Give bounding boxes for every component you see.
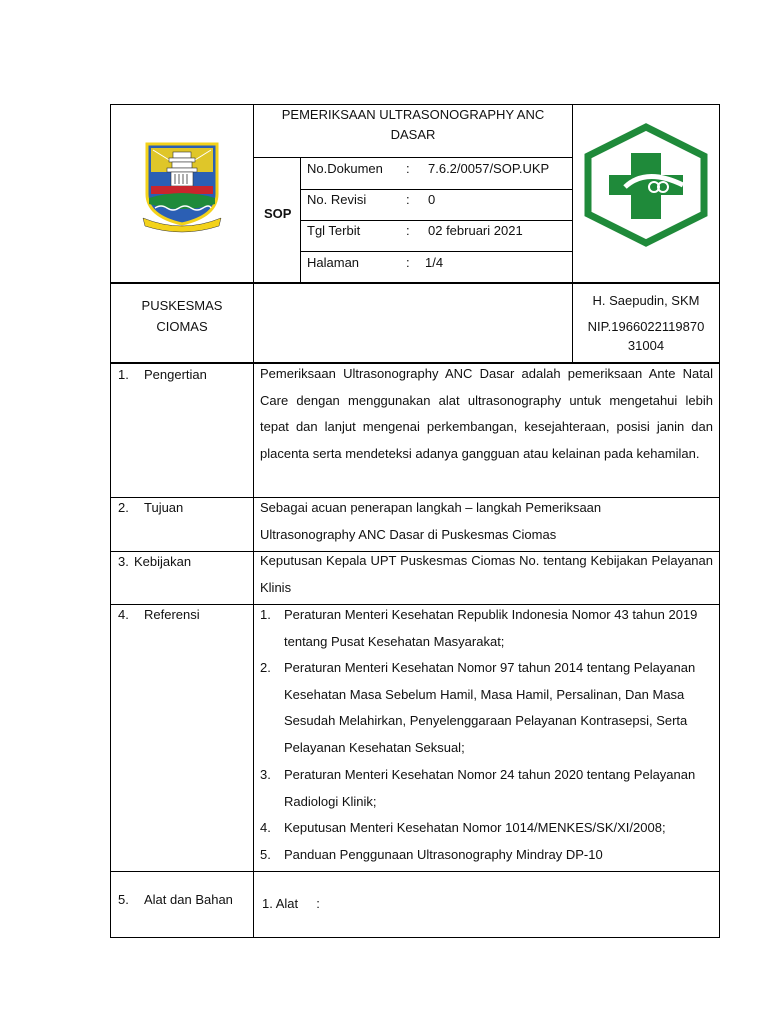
document-title-line-2: DASAR [390,127,436,142]
reference-number: 2. [260,660,271,675]
meta-separator: : [406,223,410,238]
meta-value-document-number: 7.6.2/0057/SOP.UKP [428,161,550,176]
reference-list-item [260,762,715,815]
row-4-bottom [110,871,720,872]
meta-value-revision: 0 [428,192,436,207]
green-cross-hexagon-icon [583,123,709,247]
table-divider-left-col [253,104,254,938]
title-row-bottom [253,157,573,158]
section-4-title: Referensi [144,607,200,622]
document-title-line-1: PEMERIKSAAN ULTRASONOGRAPHY ANC [281,107,545,122]
reference-list-item [260,842,715,869]
section-2-title: Tujuan [144,500,184,515]
section-2-text-line-1: Sebagai acuan penerapan langkah – langkah Pemeriksaan [260,500,602,515]
meta-label-revision: No. Revisi [307,192,367,207]
section-3-number: 3. [118,554,129,569]
section-1-number: 1. [118,367,129,382]
regency-seal-logo [141,138,223,234]
reference-number: 3. [260,767,271,782]
puskesmas-name-line-2: CIOMAS [156,319,208,334]
sop-label: SOP [264,206,292,221]
table-border-left [110,104,111,938]
table-border-right [719,104,720,938]
reference-number: 4. [260,820,271,835]
section-1-title: Pengertian [144,367,207,382]
section-5-number: 5. [118,892,129,907]
signer-nip-line-2: 31004 [627,338,665,353]
meta-row-3-bottom [300,251,573,252]
meta-value-issue-date: 02 februari 2021 [428,223,523,238]
puskesmas-name-line-1: PUSKESMAS [141,298,223,313]
signer-name: H. Saepudin, SKM [592,293,700,308]
meta-label-issue-date: Tgl Terbit [307,223,361,238]
row-1-bottom [110,497,720,498]
meta-separator: : [406,255,410,270]
section-3-title: Kebijakan [134,554,192,569]
table-border-top [110,104,720,105]
reference-list-item [260,655,715,761]
reference-text: Peraturan Menteri Kesehatan Nomor 97 tahun 2014 tentang Pelayanan Kesehatan Masa Sebelum Hamil, Masa Hamil, Persalinan, Dan Masa Sesudah Melahirkan, Penyelenggaraan Pelayanan Kontrasepsi, Serta Pelayanan Kesehatan Seksual; [284,660,696,755]
section-2-text-line-2: Ultrasonography ANC Dasar di Puskesmas Ciomas [260,527,557,542]
section-4-number: 4. [118,607,129,622]
meta-label-page: Halaman [307,255,360,270]
section-2-number: 2. [118,500,129,515]
meta-separator: : [406,161,410,176]
reference-text: Peraturan Menteri Kesehatan Republik Indonesia Nomor 43 tahun 2019 tentang Pusat Kesehatan Masyarakat; [284,607,698,649]
reference-number: 5. [260,847,271,862]
reference-list-item [260,815,715,842]
section-5-text: 1. Alat : [262,896,320,911]
section-1-text: Pemeriksaan Ultrasonography ANC Dasar adalah pemeriksaan Ante Natal Care dengan menggunakan alat ultrasonography untuk mengetahui lebih tepat dan lanjut mengenai perkembangan, kesejahteraan, posisi janin dan placenta serta mendeteksi adanya gangguan atau kelainan pada kehamilan. [260,366,713,461]
reference-number: 1. [260,607,271,622]
reference-text: Panduan Penggunaan Ultrasonography Mindray DP-10 [284,847,603,862]
meta-label-document-number: No.Dokumen [307,161,383,176]
reference-text: Keputusan Menteri Kesehatan Nomor 1014/MENKES/SK/XI/2008; [284,820,666,835]
reference-text: Peraturan Menteri Kesehatan Nomor 24 tahun 2020 tentang Pelayanan Radiologi Klinik; [284,767,696,809]
meta-separator: : [406,192,410,207]
table-border-bottom [110,937,720,938]
header-row-bottom [110,282,720,284]
meta-row-2-bottom [300,220,573,221]
meta-value-page: 1/4 [425,255,444,270]
section-5-title: Alat dan Bahan [144,892,233,907]
meta-row-1-bottom [300,189,573,190]
reference-list-item [260,602,715,655]
signer-nip-line-1: NIP.1966022119870 [587,319,705,334]
section-3-text: Keputusan Kepala UPT Puskesmas Ciomas No. tentang Kebijakan Pelayanan Klinis [260,553,713,595]
